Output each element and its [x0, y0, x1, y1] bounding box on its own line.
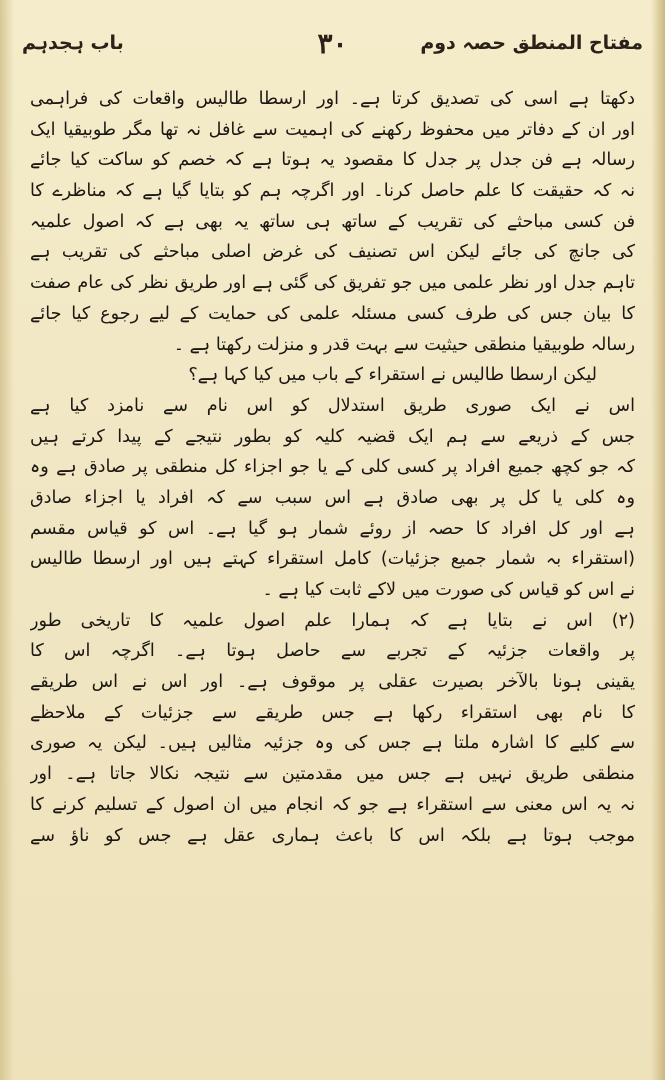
text-line: دکھتا ہے اسی کی تصدیق کرتا ہے۔ اور ارسطا طالیس واقعات کی فراہمی — [30, 89, 635, 109]
page-number: ۳۰ — [317, 26, 348, 60]
text-line: نہ کہ حقیقت کا علم حاصل کرنا۔ اور اگرچہ ہم کو بتایا گیا ہے کہ مناظرے کا — [30, 181, 635, 202]
text-line: جس کے ذریعے سے ہم ایک قضیہ کلیہ کو بطور نتیجے کے پیدا کرتے ہیں — [30, 426, 635, 447]
text-line: وہ کلی یا کل پر بھی صادق ہے اس سبب سے کہ افراد یا اجزاء صادق — [30, 487, 635, 508]
text-line: سے کلیے کا اشارہ ملتا ہے جس کی وہ جزئیہ مثالیں ہیں۔ لیکن یہ صوری — [30, 733, 635, 754]
text-line: یقینی ہونا بالآخر بصیرت عقلی پر موقوف ہے۔ اور اس نے اس طریقے — [30, 672, 635, 693]
chapter-heading: باب ہجدہم — [22, 32, 124, 54]
text-line: ہے اور کل افراد کا حصہ از روئے شمار ہو گیا ہے۔ اس کو قیاس مقسم — [30, 518, 635, 539]
page-header — [22, 22, 643, 64]
text-line: فن کسی مباحثے کی تقریب کے ساتھ ہی ساتھ یہ بھی ہے کہ اصول علمیہ — [30, 211, 635, 232]
book-title: مفتاح المنطق حصہ دوم — [420, 32, 643, 54]
text-line: نہ یہ اس معنی سے استقراء ہے جو کہ انجام میں ان اصول کے تسلیم کرنے کا — [30, 794, 635, 815]
text-line: کہ جو کچھ جمیع افراد پر کسی کلی کے یا جو اجزاء کل منطقی پر صادق ہے وہ — [30, 457, 635, 478]
text-line: کی جانچ کی جائے لیکن اس تصنیف کی غرض اصلی مباحثے کی تقریب ہے — [30, 242, 635, 263]
text-line: موجب ہوتا ہے بلکہ اس کا باعث ہماری عقل ہے جس کو ناؤ سے — [30, 825, 635, 846]
text-line: (۲) اس نے بتایا ہے کہ ہمارا علم اصول علمیہ کا تاریخی طور — [30, 610, 635, 631]
text-line: نے اس کو قیاس کی صورت میں لاکے ثابت کیا ہے ۔ — [262, 580, 635, 600]
text-line: اس نے ایک صوری طریق استدلال کو اس نام سے نامزد کیا ہے — [30, 395, 635, 416]
text-line: منطقی طریق نہیں ہے جس میں مقدمتین سے نتیجہ نکالا جاتا ہے۔ اور — [30, 764, 635, 785]
text-line: کا بیان جس کی طرف کسی مسئلہ علمی کی حمایت کے لیے رجوع کیا جائے — [30, 303, 635, 324]
text-line: رسالہ ہے فن جدل پر جدل کا مقصود یہ ہوتا ہے کہ خصم کو ساکت کیا جائے — [30, 150, 635, 171]
text-line: اور ان کے دفاتر میں محفوظ رکھنے کی اہمیت سے غافل نہ تھا مگر طوبیقیا ایک — [30, 119, 635, 140]
page-edge-shadow-right — [651, 0, 665, 1080]
text-line: لیکن ارسطا طالیس نے استقراء کے باب میں کیا کہا ہے؟ — [188, 365, 597, 386]
text-line: پر واقعات جزئیہ کے تجربے سے حاصل ہوتا ہے۔ اگرچہ اس کا — [30, 641, 635, 662]
page-body — [30, 84, 635, 1068]
text-line: کا نام بھی استقراء رکھا ہے جس طریقے سے جزئیات کے ملاحظے — [30, 702, 635, 723]
text-line: (استقراء بہ شمار جمیع جزئیات) کامل استقراء کہتے ہیں اور ارسطا طالیس — [30, 549, 635, 570]
text-line: رسالہ طوبیقیا منطقی حیثیت سے بہت قدر و منزلت رکھتا ہے ۔ — [173, 334, 635, 355]
page-edge-shadow-left — [0, 0, 14, 1080]
text-line: تاہم جدل اور نظر علمی میں جو تفریق کی گئی ہے اور طریق نظر کی عام صفت — [30, 273, 635, 294]
